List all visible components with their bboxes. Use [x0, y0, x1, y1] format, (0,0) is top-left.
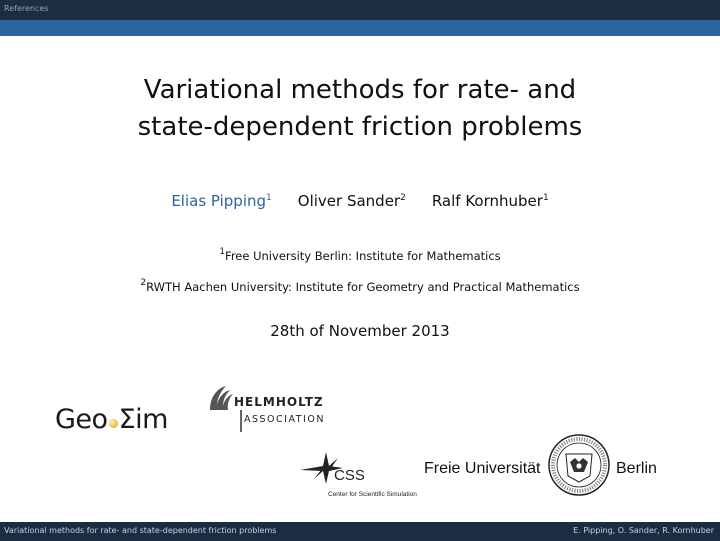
author-3: Ralf Kornhuber$^1$: [431, 192, 549, 210]
svg-text:Freie Universität: Freie Universität: [424, 460, 541, 477]
svg-text:ASSOCIATION: ASSOCIATION: [244, 414, 325, 425]
affiliation-2: $^2$RWTH Aachen University: Institute for Geometry and Practical Mathematics: [140, 278, 580, 294]
title-block: [0, 72, 720, 146]
header-bar: [0, 0, 720, 20]
helmholtz-logo: [208, 384, 348, 434]
svg-text:Center for Scientific Simulati: Center for Scientific Simulation: [328, 491, 417, 498]
fu-berlin-logo: [424, 432, 664, 496]
footer-bar: [0, 522, 720, 541]
svg-text:HELMHOLTZ: HELMHOLTZ: [234, 395, 324, 409]
svg-text:Berlin: Berlin: [616, 460, 657, 477]
author-1: Elias Pipping$^1$: [171, 192, 272, 210]
section-label[interactable]: References: [4, 4, 49, 13]
title-line-2: state-dependent friction problems: [137, 112, 583, 142]
title-line-1: Variational methods for rate- and: [143, 75, 577, 105]
footer-authors: E. Pipping, O. Sander, R. Kornhuber: [573, 526, 714, 535]
author-2: Oliver Sander$^2$: [297, 192, 406, 210]
affiliation-1: $^1$Free University Berlin: Institute for Mathematics: [219, 247, 501, 263]
svg-text:CSS: CSS: [334, 467, 365, 484]
geosim-logo: Geo Σim: [55, 404, 168, 435]
header-strip: [0, 20, 720, 36]
footer-title: Variational methods for rate- and state-dependent friction problems: [4, 526, 277, 535]
geosim-dot-icon: [109, 419, 118, 428]
author-list: [0, 192, 720, 210]
presentation-date: 28th of November 2013: [270, 322, 450, 340]
